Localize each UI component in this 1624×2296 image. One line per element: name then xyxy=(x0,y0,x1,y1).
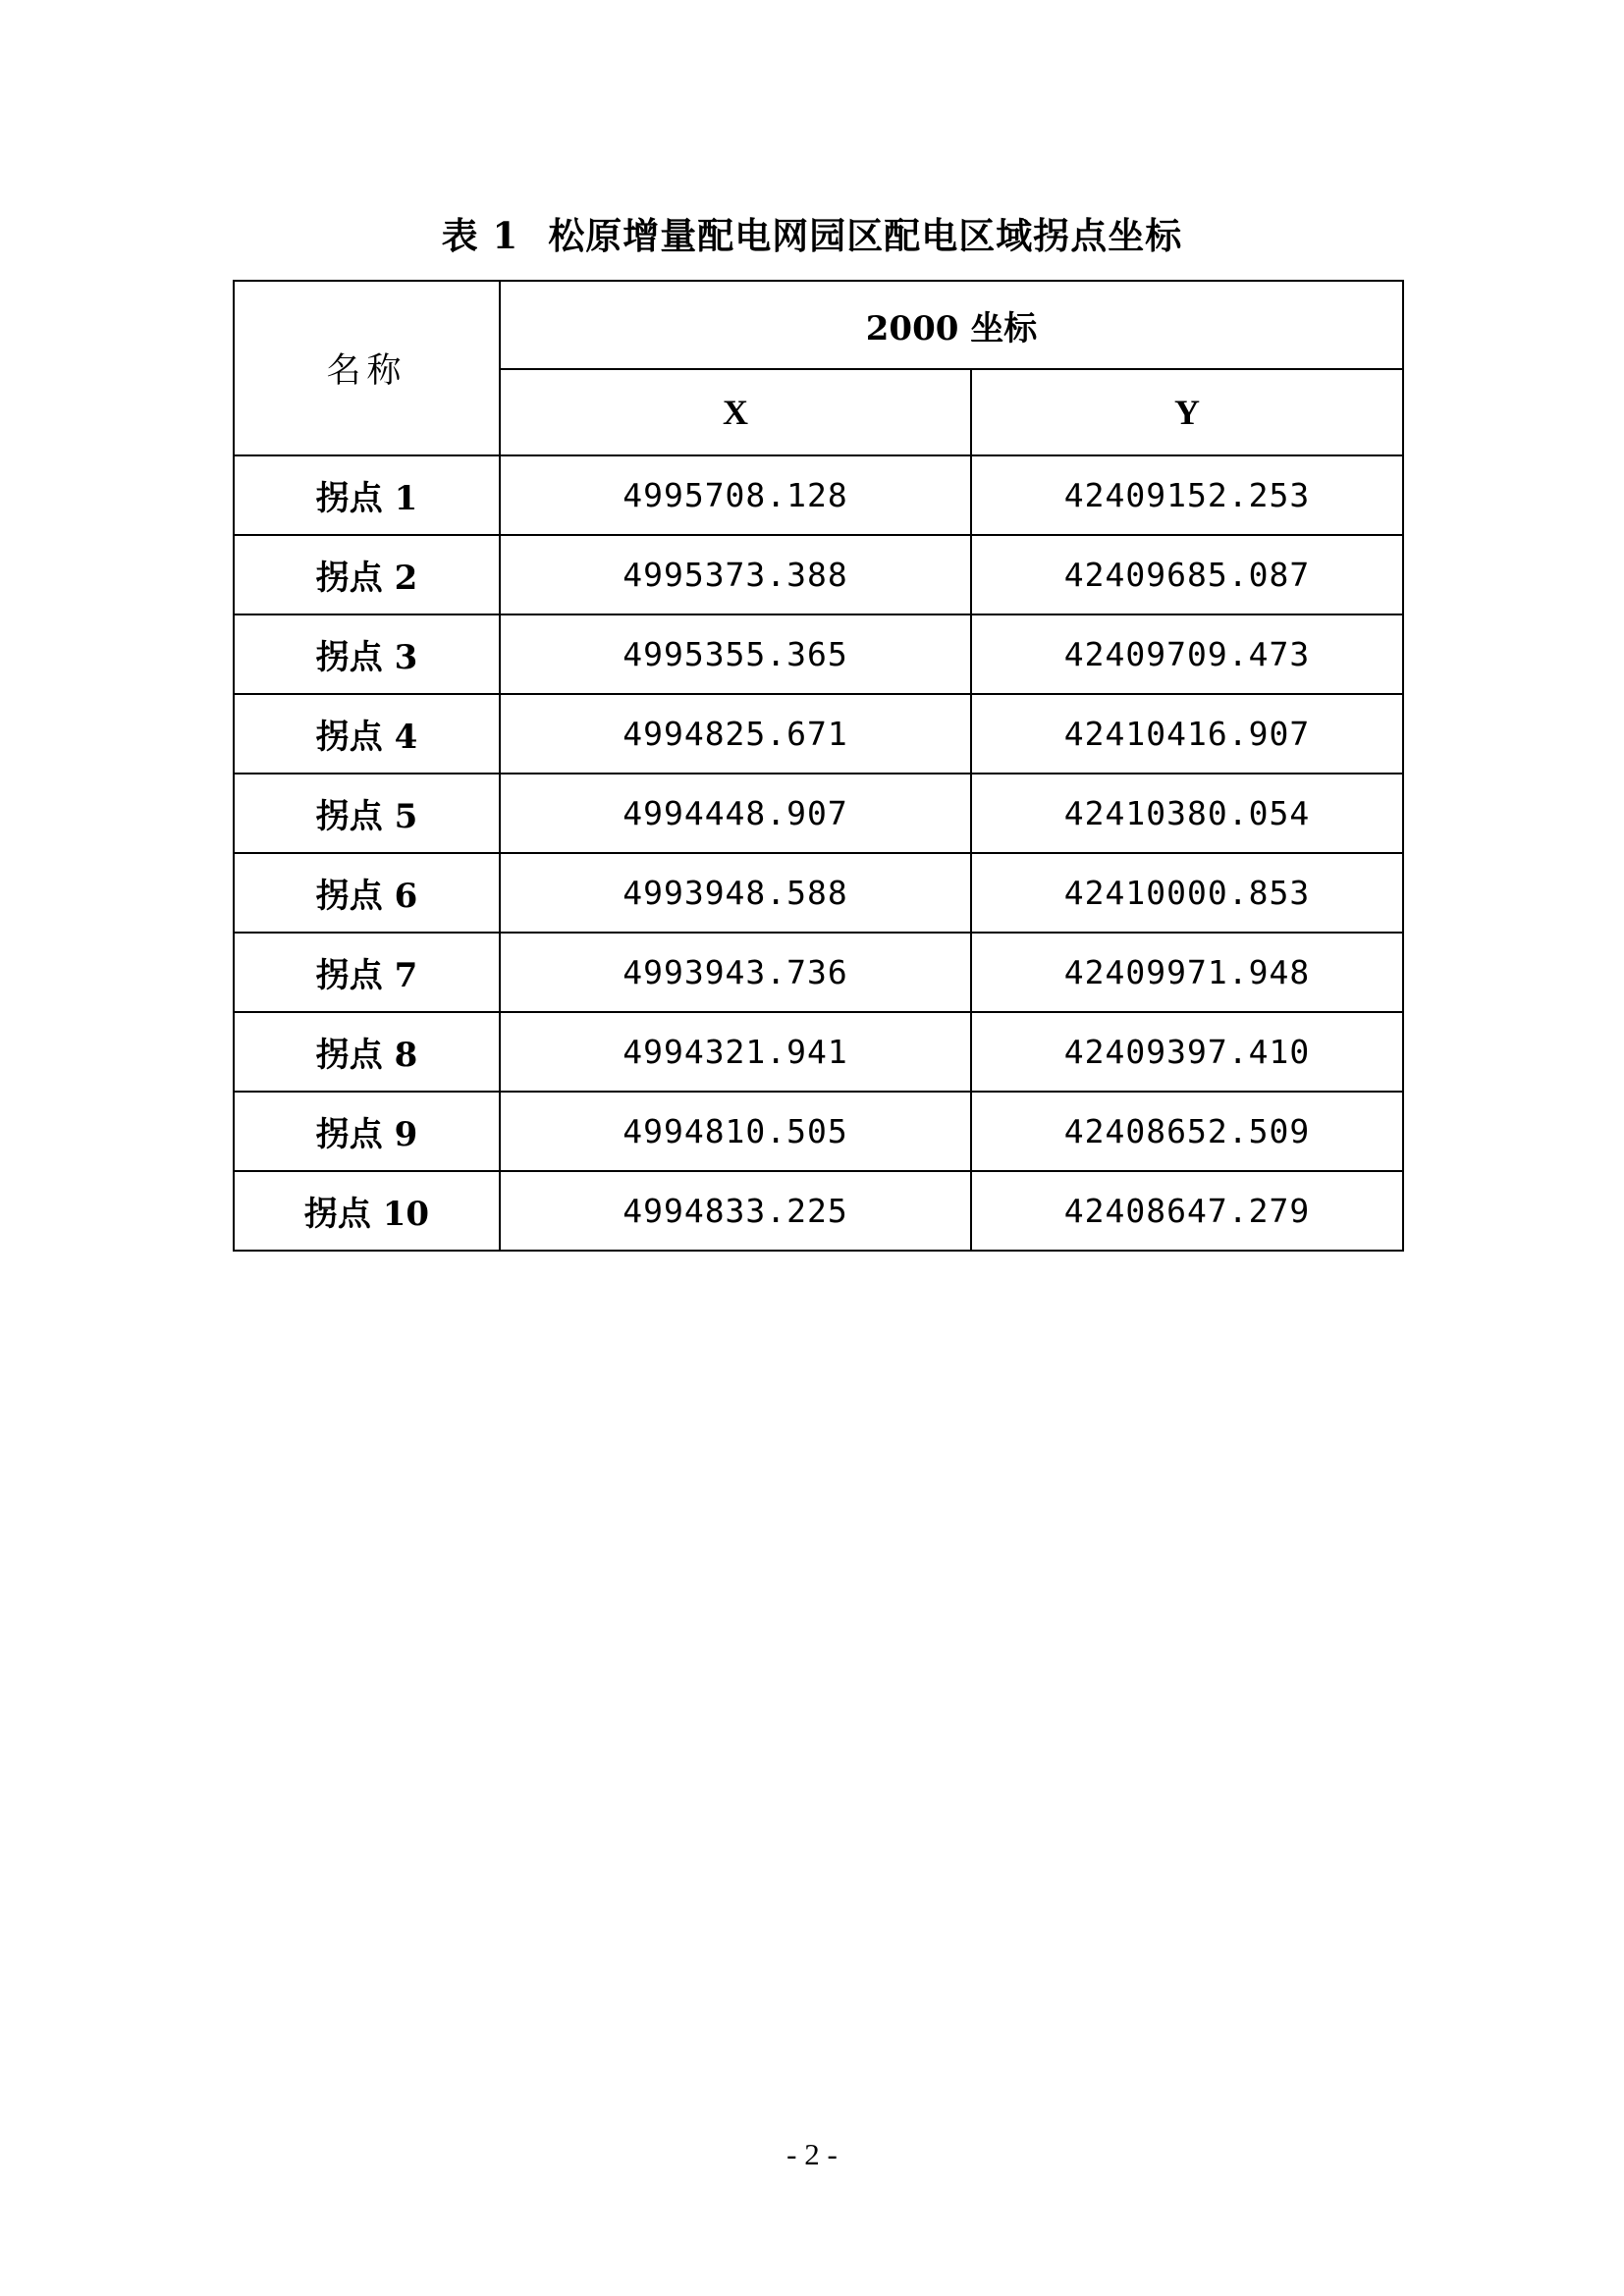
coordinates-table xyxy=(233,280,1404,1252)
table-caption xyxy=(0,208,1624,263)
table-caption-title: 松原增量配电网园区配电区域拐点坐标 xyxy=(548,214,1183,257)
table-row xyxy=(234,1092,1403,1171)
y-coordinate-cell: 42408647.279 xyxy=(971,1171,1403,1251)
y-column-header: Y xyxy=(971,369,1403,455)
y-coordinate-cell: 42409709.473 xyxy=(971,614,1403,694)
point-name-cell: 拐点 4 xyxy=(234,694,500,774)
table-row xyxy=(234,933,1403,1012)
x-coordinate-cell: 4993948.588 xyxy=(500,853,971,933)
point-name-cell: 拐点 3 xyxy=(234,614,500,694)
y-coordinate-cell: 42410416.907 xyxy=(971,694,1403,774)
table-row xyxy=(234,694,1403,774)
point-name-cell: 拐点 2 xyxy=(234,535,500,614)
point-name-cell: 拐点 5 xyxy=(234,774,500,853)
x-coordinate-cell: 4993943.736 xyxy=(500,933,971,1012)
x-coordinate-cell: 4994810.505 xyxy=(500,1092,971,1171)
x-coordinate-cell: 4995373.388 xyxy=(500,535,971,614)
point-name-cell: 拐点 1 xyxy=(234,455,500,535)
table-row xyxy=(234,1012,1403,1092)
table-row xyxy=(234,774,1403,853)
y-coordinate-cell: 42410380.054 xyxy=(971,774,1403,853)
table-caption-label: 表 1 xyxy=(441,214,519,257)
table-row xyxy=(234,853,1403,933)
x-coordinate-cell: 4994825.671 xyxy=(500,694,971,774)
page-number: - 2 - xyxy=(786,2137,838,2171)
table-row xyxy=(234,1171,1403,1251)
x-coordinate-cell: 4995355.365 xyxy=(500,614,971,694)
point-name-cell: 拐点 10 xyxy=(234,1171,500,1251)
x-coordinate-cell: 4995708.128 xyxy=(500,455,971,535)
x-column-header: X xyxy=(500,369,971,455)
point-name-cell: 拐点 8 xyxy=(234,1012,500,1092)
y-coordinate-cell: 42409971.948 xyxy=(971,933,1403,1012)
y-coordinate-cell: 42409152.253 xyxy=(971,455,1403,535)
table-header-row xyxy=(234,281,1403,369)
x-coordinate-cell: 4994833.225 xyxy=(500,1171,971,1251)
y-coordinate-cell: 42409685.087 xyxy=(971,535,1403,614)
point-name-cell: 拐点 6 xyxy=(234,853,500,933)
point-name-cell: 拐点 9 xyxy=(234,1092,500,1171)
y-coordinate-cell: 42408652.509 xyxy=(971,1092,1403,1171)
table-row xyxy=(234,535,1403,614)
name-column-header: 名称 xyxy=(234,281,500,455)
coordinate-system-header: 2000 坐标 xyxy=(500,281,1403,369)
point-name-cell: 拐点 7 xyxy=(234,933,500,1012)
table-row xyxy=(234,455,1403,535)
table-row xyxy=(234,614,1403,694)
y-coordinate-cell: 42409397.410 xyxy=(971,1012,1403,1092)
y-coordinate-cell: 42410000.853 xyxy=(971,853,1403,933)
x-coordinate-cell: 4994321.941 xyxy=(500,1012,971,1092)
x-coordinate-cell: 4994448.907 xyxy=(500,774,971,853)
